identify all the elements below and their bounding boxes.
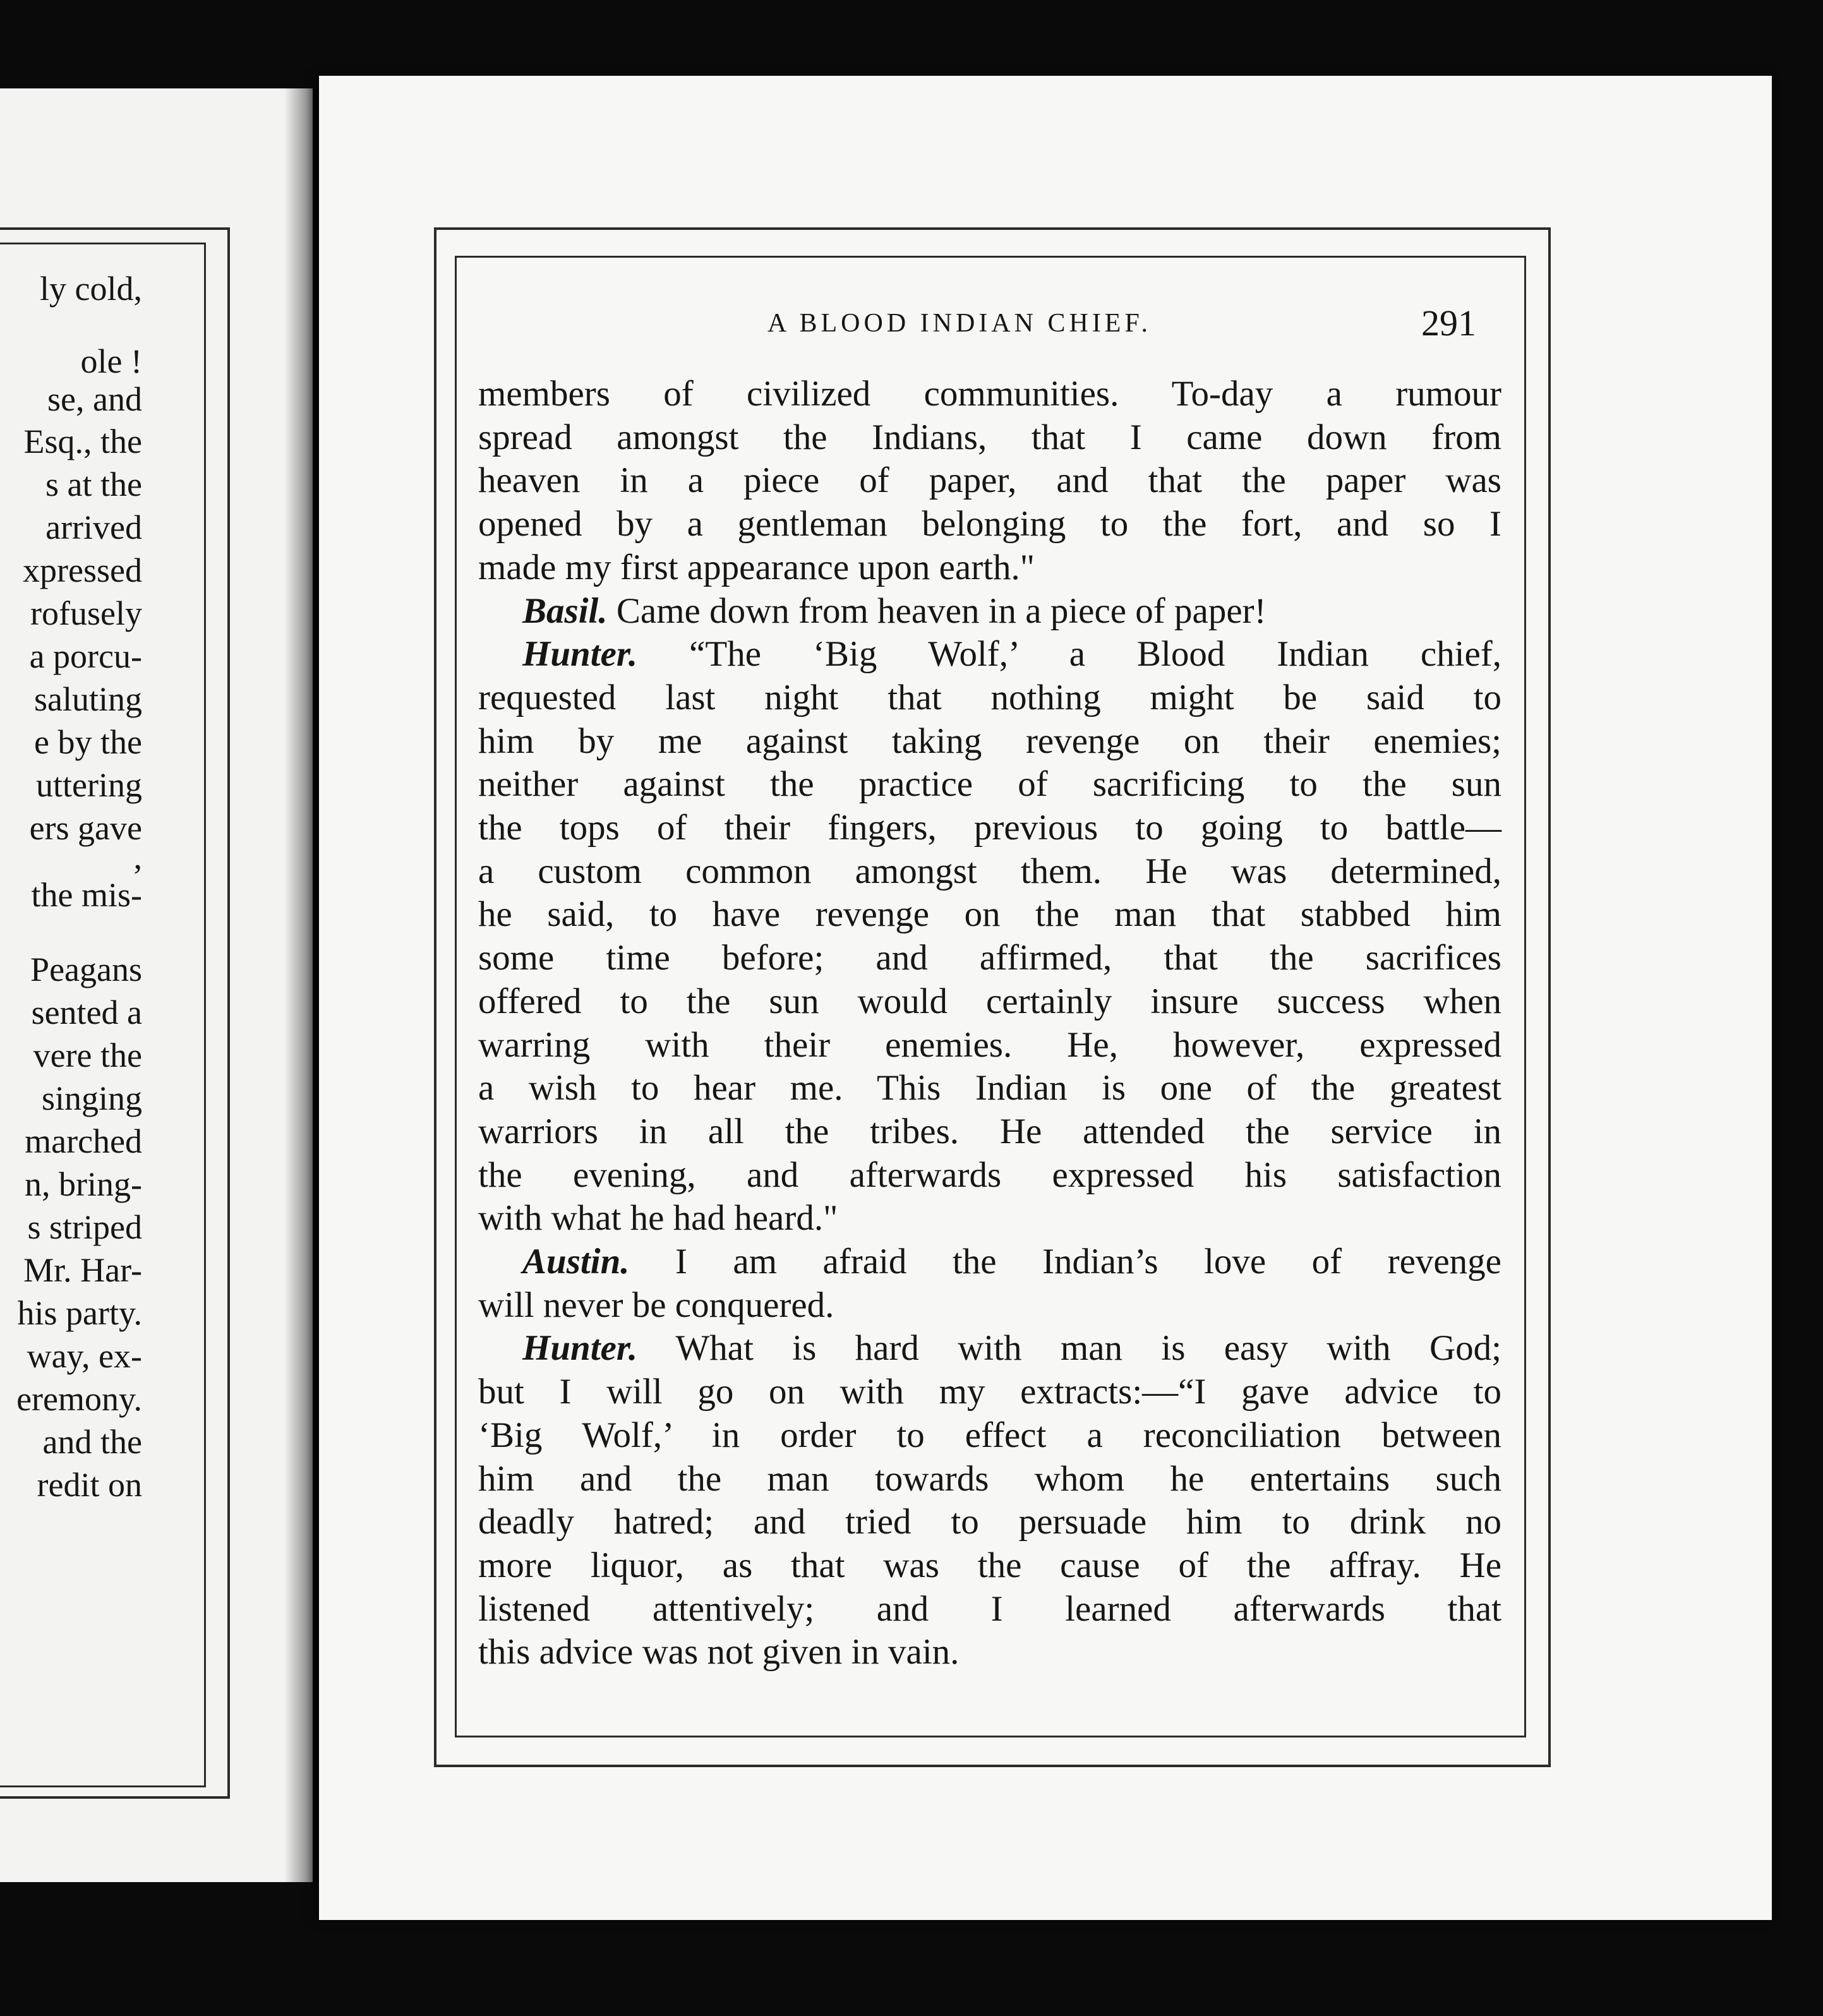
body-text (478, 373, 1501, 1674)
text-line (478, 1240, 1501, 1284)
left-page-line: , (133, 838, 142, 876)
left-page-line: marched (25, 1122, 142, 1160)
text-line: offered to the sun would certainly insure success when (478, 981, 1501, 1021)
line-text: Came down from heaven in a piece of paper! (607, 591, 1266, 631)
text-line: warriors in all the tribes. He attended the service in (478, 1111, 1501, 1151)
left-page-line: a porcu- (29, 637, 142, 675)
left-page-line: saluting (34, 680, 142, 718)
left-page-line: the mis- (31, 876, 142, 914)
page-291 (319, 76, 1772, 1920)
left-page-line: ers gave (29, 809, 142, 847)
text-line: but I will go on with my extracts:—“I gave advice to (478, 1372, 1501, 1412)
text-line: members of civilized communities. To-day a rumour (478, 374, 1501, 414)
left-page-line: sented a (31, 993, 142, 1031)
left-page-line: uttering (36, 766, 142, 804)
text-line: neither against the practice of sacrificing to the sun (478, 764, 1501, 805)
text-line: will never be conquered. (478, 1285, 834, 1325)
left-page-line: Peagans (30, 951, 142, 988)
line-text: I am afraid the Indian’s love of revenge (629, 1242, 1501, 1282)
left-page (0, 88, 313, 1882)
left-page-line: se, and (47, 380, 142, 418)
text-line: made my first appearance upon earth." (478, 547, 1035, 587)
page-number: 291 (1421, 303, 1476, 344)
text-line: ‘Big Wolf,’ in order to effect a reconciliation between (478, 1415, 1501, 1455)
left-page-line: eremony. (16, 1380, 142, 1418)
text-line: a custom common amongst them. He was determined, (478, 851, 1501, 891)
left-page-line: arrived (45, 508, 142, 546)
speaker-name: Basil. (522, 591, 608, 631)
text-line: more liquor, as that was the cause of the affray. He (478, 1545, 1501, 1585)
left-page-line: e by the (34, 723, 142, 761)
text-line (478, 590, 1501, 633)
text-line: listened attentively; and I learned afterwards that (478, 1588, 1501, 1629)
text-line: opened by a gentleman belonging to the fort, and so I (478, 504, 1501, 544)
left-page-line: ly cold, (40, 270, 142, 308)
book-gutter (284, 88, 322, 1882)
left-page-line: ole ! (80, 342, 142, 380)
left-page-line: Mr. Har- (23, 1251, 142, 1289)
left-page-line: s at the (45, 465, 142, 503)
left-page-line: redit on (37, 1466, 142, 1504)
text-line: some time before; and affirmed, that the sacrifices (478, 938, 1501, 978)
left-page-line: s striped (27, 1208, 142, 1246)
left-page-line: xpressed (23, 551, 142, 589)
text-line: deadly hatred; and tried to persuade him to drink no (478, 1502, 1501, 1542)
left-page-line: vere the (33, 1036, 142, 1074)
line-text: What is hard with man is easy with God; (637, 1328, 1501, 1369)
text-line (478, 1327, 1501, 1371)
left-page-line: Esq., the (23, 423, 142, 460)
text-line: he said, to have revenge on the man that stabbed him (478, 894, 1501, 935)
left-page-line: rofusely (30, 594, 142, 632)
text-line: warring with their enemies. He, however, expressed (478, 1024, 1501, 1065)
text-line: this advice was not given in vain. (478, 1632, 960, 1672)
left-page-line: his party. (17, 1294, 142, 1332)
running-title: A BLOOD INDIAN CHIEF. (767, 309, 1152, 338)
left-page-text (0, 88, 142, 1882)
text-line: the tops of their fingers, previous to going to battle— (478, 808, 1501, 848)
speaker-name: Hunter. (522, 1328, 638, 1369)
text-line: him by me against taking revenge on their enemies; (478, 721, 1501, 761)
text-line: heaven in a piece of paper, and that the paper was (478, 460, 1501, 501)
text-line: with what he had heard." (478, 1198, 838, 1239)
text-line: him and the man towards whom he entertains such (478, 1458, 1501, 1499)
left-page-line: n, bring- (25, 1165, 142, 1203)
left-page-line: way, ex- (27, 1337, 142, 1375)
speaker-name: Hunter. (522, 634, 638, 675)
text-line (478, 633, 1501, 676)
text-line: a wish to hear me. This Indian is one of the greatest (478, 1068, 1501, 1108)
left-page-line: and the (42, 1423, 142, 1461)
text-line: requested last night that nothing might be said to (478, 677, 1501, 717)
speaker-name: Austin. (522, 1242, 630, 1282)
left-page-line: singing (41, 1079, 142, 1117)
line-text: “The ‘Big Wolf,’ a Blood Indian chief, (637, 634, 1501, 675)
text-line: spread amongst the Indians, that I came down from (478, 417, 1501, 457)
text-line: the evening, and afterwards expressed his satisfaction (478, 1155, 1501, 1195)
